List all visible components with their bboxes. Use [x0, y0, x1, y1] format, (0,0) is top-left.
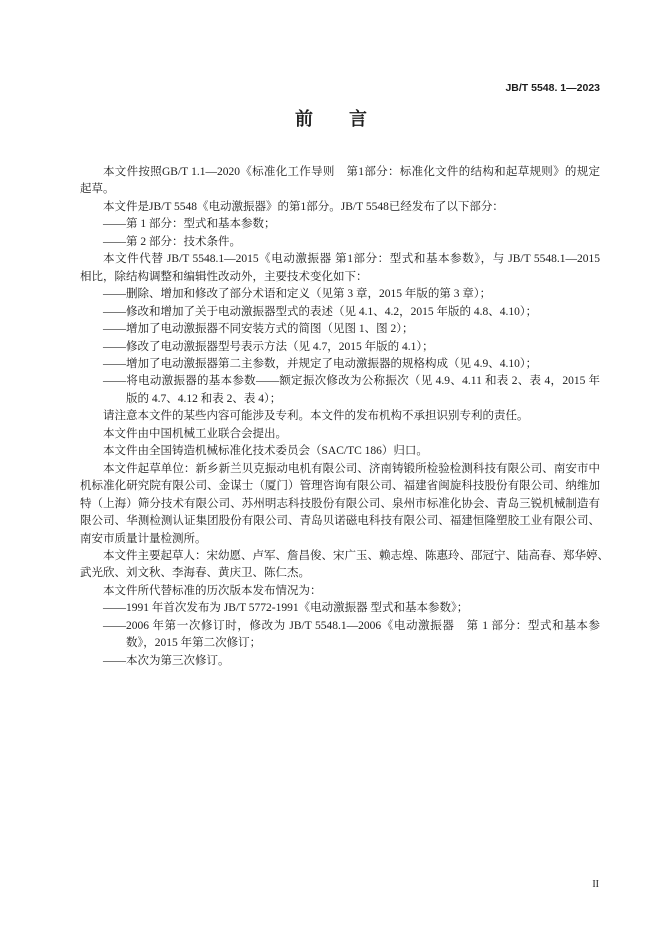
parts-list: [80, 216, 600, 251]
text-line: 本文件是JB/T 5548《电动激振器》的第1部分。JB/T 5548已经发布了以下部分：: [103, 200, 504, 213]
list-item-continuation: 版的 4.7、4.12 和表 2、表 4）；: [126, 392, 282, 405]
paragraph-history-intro: [80, 583, 600, 600]
text-line: 本文件按照GB/T 1.1—2020《标准化工作导则 第1部分：标准化文件的结构和起草规则》的规定: [103, 166, 600, 178]
list-item: ——本次为第三次修订。: [103, 654, 230, 667]
text-line: 本文件由全国铸造机械标准化技术委员会（SAC/TC 186）归口。: [103, 445, 428, 458]
paragraph-drafting-rule: [80, 164, 600, 199]
paragraph-drafting-units: [80, 461, 600, 548]
list-item: ——删除、增加和修改了部分术语和定义（见第 3 章，2015 年版的第 3 章）；: [103, 288, 492, 301]
history-list: [80, 600, 600, 670]
text-line: 限公司、华测检测认证集团股份有限公司、青岛贝诺磁电科技有限公司、福建恒隆塑胶工业有限公司、: [80, 515, 600, 528]
text-line: 本文件起草单位：新乡新兰贝克振动电机有限公司、济南铸锻所检验检测科技有限公司、南安市中: [103, 462, 600, 475]
list-item: ——2006 年第一次修订时，修改为 JB/T 5548.1—2006《电动激振器 第 1 部分：型式和基本参: [103, 619, 600, 632]
list-item: ——修改和增加了关于电动激振器型式的表述（见 4.1、4.2，2015 年版的 4.8、4.10）；: [103, 305, 538, 318]
text-line: 相比，除结构调整和编辑性改动外，主要技术变化如下：: [80, 270, 368, 283]
changes-list: [80, 286, 600, 408]
text-line: 起草。: [80, 183, 115, 196]
paragraph-centralized-by: [80, 443, 600, 460]
paragraph-drafters: [80, 548, 609, 583]
text-line: 本文件所代替标准的历次版本发布情况为：: [103, 584, 322, 597]
paragraph-parts-statement: [80, 199, 600, 216]
text-line: 武光欣、刘文秋、李海春、黄庆卫、陈仁杰。: [80, 567, 310, 580]
text-line: 机标准化研究院有限公司、金谋士（厦门）管理咨询有限公司、福建省闽旋科技股份有限公司、纳维加: [80, 480, 600, 493]
standard-number: JB/T 5548. 1—2023: [505, 82, 600, 94]
paragraph-replacement: [80, 251, 600, 286]
text-line: 本文件代替 JB/T 5548.1—2015《电动激振器 第1部分：型式和基本参数》，与 JB/T 5548.1—2015: [103, 253, 600, 266]
paragraph-proposed-by: [80, 426, 600, 443]
page-number: II: [592, 879, 599, 890]
list-item: ——增加了电动激振器第二主参数，并规定了电动激振器的规格构成（见 4.9、4.10）；: [103, 357, 538, 370]
text-line: 南安市质量计量检测所。: [80, 532, 207, 545]
page-title: 前 言: [295, 109, 367, 130]
list-item-continuation: 数》，2015 年第二次修订；: [126, 637, 262, 650]
text-line: 请注意本文件的某些内容可能涉及专利。本文件的发布机构不承担识别专利的责任。: [103, 410, 529, 423]
list-item: ——1991 年首次发布为 JB/T 5772-1991《电动激振器 型式和基本参数》；: [103, 602, 469, 615]
list-item: ——第 1 部分：型式和基本参数；: [103, 218, 276, 231]
text-line: 本文件主要起草人：宋幼愿、卢军、詹昌俊、宋广玉、赖志煌、陈惠玲、邵冠宁、陆高春、郑华婷、: [103, 549, 609, 562]
text-line: 本文件由中国机械工业联合会提出。: [103, 427, 287, 440]
foreword-body: [80, 164, 609, 670]
list-item: ——第 2 部分：技术条件。: [103, 235, 241, 248]
paragraph-patent-notice: [80, 408, 600, 425]
list-item: ——修改了电动激振器型号表示方法（见 4.7，2015 年版的 4.1）；: [103, 340, 434, 353]
list-item: ——将电动激振器的基本参数——额定振次修改为公称振次（见 4.9、4.11 和表 2、表 4，2015 年: [103, 375, 600, 388]
text-line: 特（上海）筛分技术有限公司、苏州明志科技股份有限公司、泉州市标准化协会、青岛三锐机械制造有: [80, 497, 600, 510]
list-item: ——增加了电动激振器不同安装方式的简图（见图 1、图 2）；: [103, 323, 414, 336]
